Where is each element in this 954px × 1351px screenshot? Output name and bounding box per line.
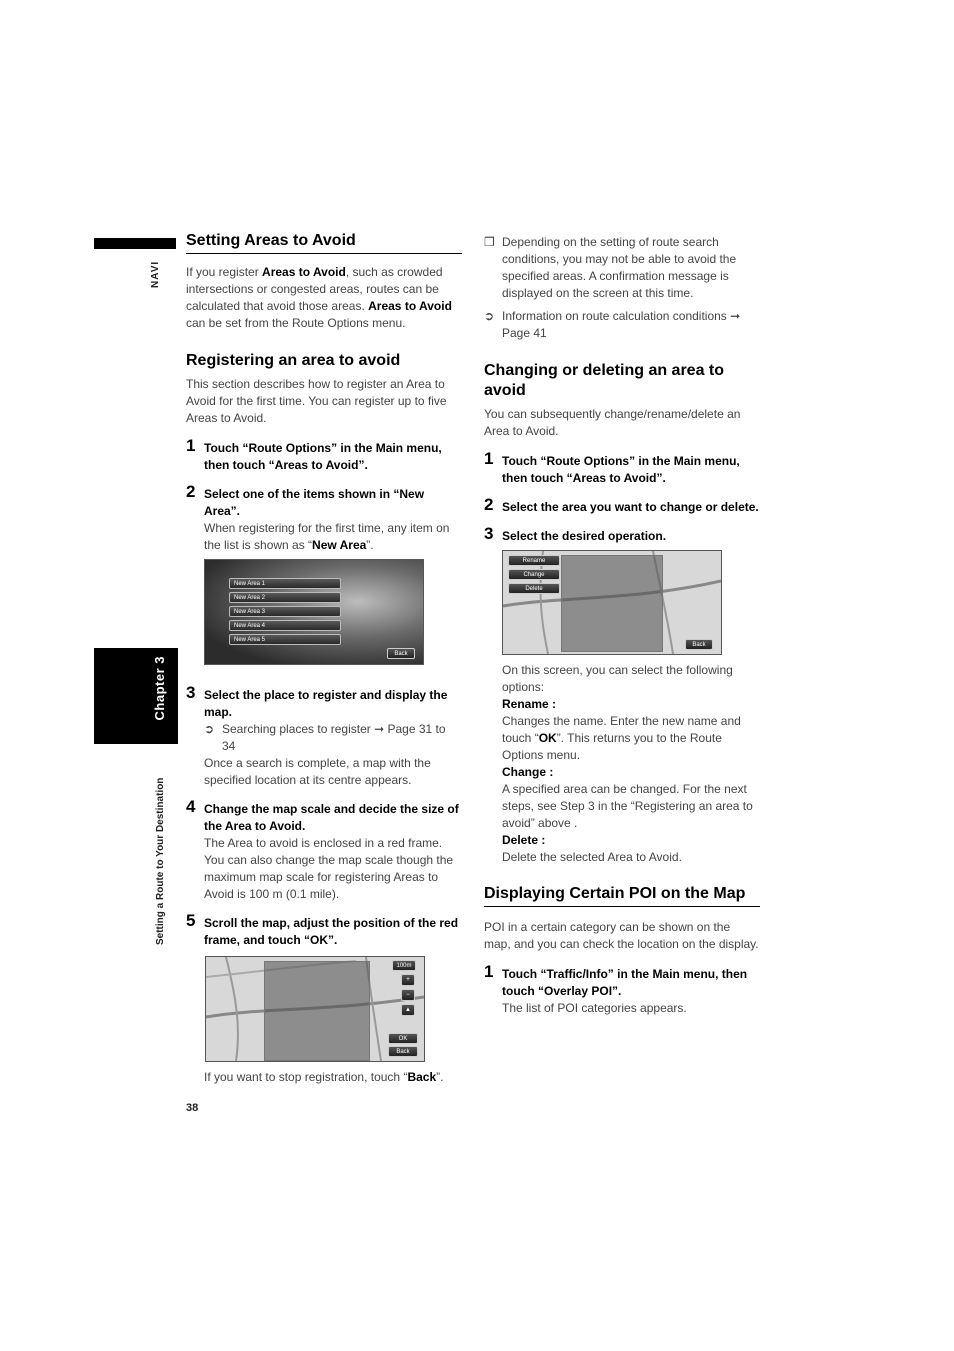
step-2-desc: When registering for the first time, any item on the list is shown as “New Area”. [204,521,450,552]
step-1: 1 Touch “Route Options” in the Main menu, then touch “Areas to Avoid”. [186,436,442,472]
step-2: 2 Select the area you want to change or delete. [484,495,759,514]
subsection-title: Changing or deleting an area to avoid [484,362,725,399]
new-area-item[interactable]: New Area 3 [229,606,341,617]
subsection-intro: This section describes how to register an Area to Avoid for the first time. You can register up to five Areas to Avoid. [186,377,447,425]
rename-label: Rename : [502,697,557,711]
scale-indicator: 100m [392,960,416,971]
route-info-reference: ➲ Information on route calculation conditions ➞ Page 41 [484,309,741,340]
navi-label: NAVI [150,260,161,288]
chapter-tab [94,648,178,744]
new-area-screen [204,559,424,665]
new-area-item[interactable]: New Area 2 [229,592,341,603]
poi-step-1-desc: The list of POI categories appears. [502,1001,687,1015]
step-3-desc: Once a search is complete, a map with the specified location at its centre appears. [204,756,431,787]
step-4-desc: The Area to avoid is enclosed in a red frame. You can also change the map scale though the maximum map scale for registering Areas to Avoid is 100 m (0.1 mile). [204,836,454,901]
area-frame [561,555,663,652]
step-5: 5 Scroll the map, adjust the position of the red frame, and touch “OK”. [186,911,459,947]
step-3: 3 Select the place to register and display the map. [186,683,448,719]
poi-intro: POI in a certain category can be shown on the map, and you can check the location on the display. [484,920,759,951]
delete-desc: Delete the selected Area to Avoid. [502,850,682,864]
rename-desc: Changes the name. Enter the new name and touch “OK”. This returns you to the Route Options menu. [502,714,741,762]
delete-button[interactable]: Delete [508,583,560,594]
section-title: Setting Areas to Avoid [186,232,462,254]
route-condition-note: ❒ Depending on the setting of route search conditions, you may not be able to avoid the specified areas. A confirmation message is displayed on the screen at this time. [484,235,737,300]
right-column [484,232,760,1017]
step-2: 2 Select one of the items shown in “New Area”. [186,482,425,518]
subsection-intro: You can subsequently change/rename/delete an Area to Avoid. [484,407,741,438]
new-area-item[interactable]: New Area 5 [229,634,341,645]
page-number: 38 [186,1102,199,1114]
ok-button[interactable]: OK [388,1033,418,1044]
new-area-item[interactable]: New Area 4 [229,620,341,631]
header-bar [94,238,176,249]
stop-registration-note: If you want to stop registration, touch “Back”. [204,1070,444,1084]
left-column [186,232,462,1086]
delete-label: Delete : [502,833,546,847]
rename-button[interactable]: Rename [508,555,560,566]
subsection-title: Registering an area to avoid [186,352,401,369]
zoom-out-icon[interactable]: − [401,989,415,1001]
area-operation-screen [502,550,722,655]
chapter-label: Chapter 3 [152,656,167,721]
area-frame[interactable] [264,961,370,1061]
new-area-item[interactable]: New Area 1 [229,578,341,589]
poi-section-title: Displaying Certain POI on the Map [484,885,760,907]
step-1: 1 Touch “Route Options” in the Main menu, then touch “Areas to Avoid”. [484,449,740,485]
poi-step-1: 1 Touch “Traffic/Info” in the Main menu, then touch “Overlay POI”. [484,962,748,998]
options-intro: On this screen, you can select the following options: [502,663,733,694]
step-4: 4 Change the map scale and decide the size of the Area to Avoid. [186,797,459,833]
step-3: 3 Select the desired operation. [484,524,667,543]
back-button[interactable]: Back [685,639,713,650]
intro-paragraph: If you register Areas to Avoid, such as crowded intersections or congested areas, routes can be calculated that avoid those areas. Areas to Avoid can be set from the Route Options menu. [186,265,452,330]
change-label: Change : [502,765,554,779]
compass-icon[interactable]: ▲ [401,1004,415,1016]
step-3-note: ➲ Searching places to register ➞ Page 31 to 34 [204,722,446,753]
back-button[interactable]: Back [388,1046,418,1057]
back-button[interactable]: Back [387,648,415,659]
zoom-in-icon[interactable]: + [401,974,415,986]
section-side-title: Setting a Route to Your Destination [155,777,166,945]
map-screen [205,956,425,1062]
change-desc: A specified area can be changed. For the next steps, see Step 3 in the “Registering an area to avoid” above . [502,782,753,830]
change-button[interactable]: Change [508,569,560,580]
